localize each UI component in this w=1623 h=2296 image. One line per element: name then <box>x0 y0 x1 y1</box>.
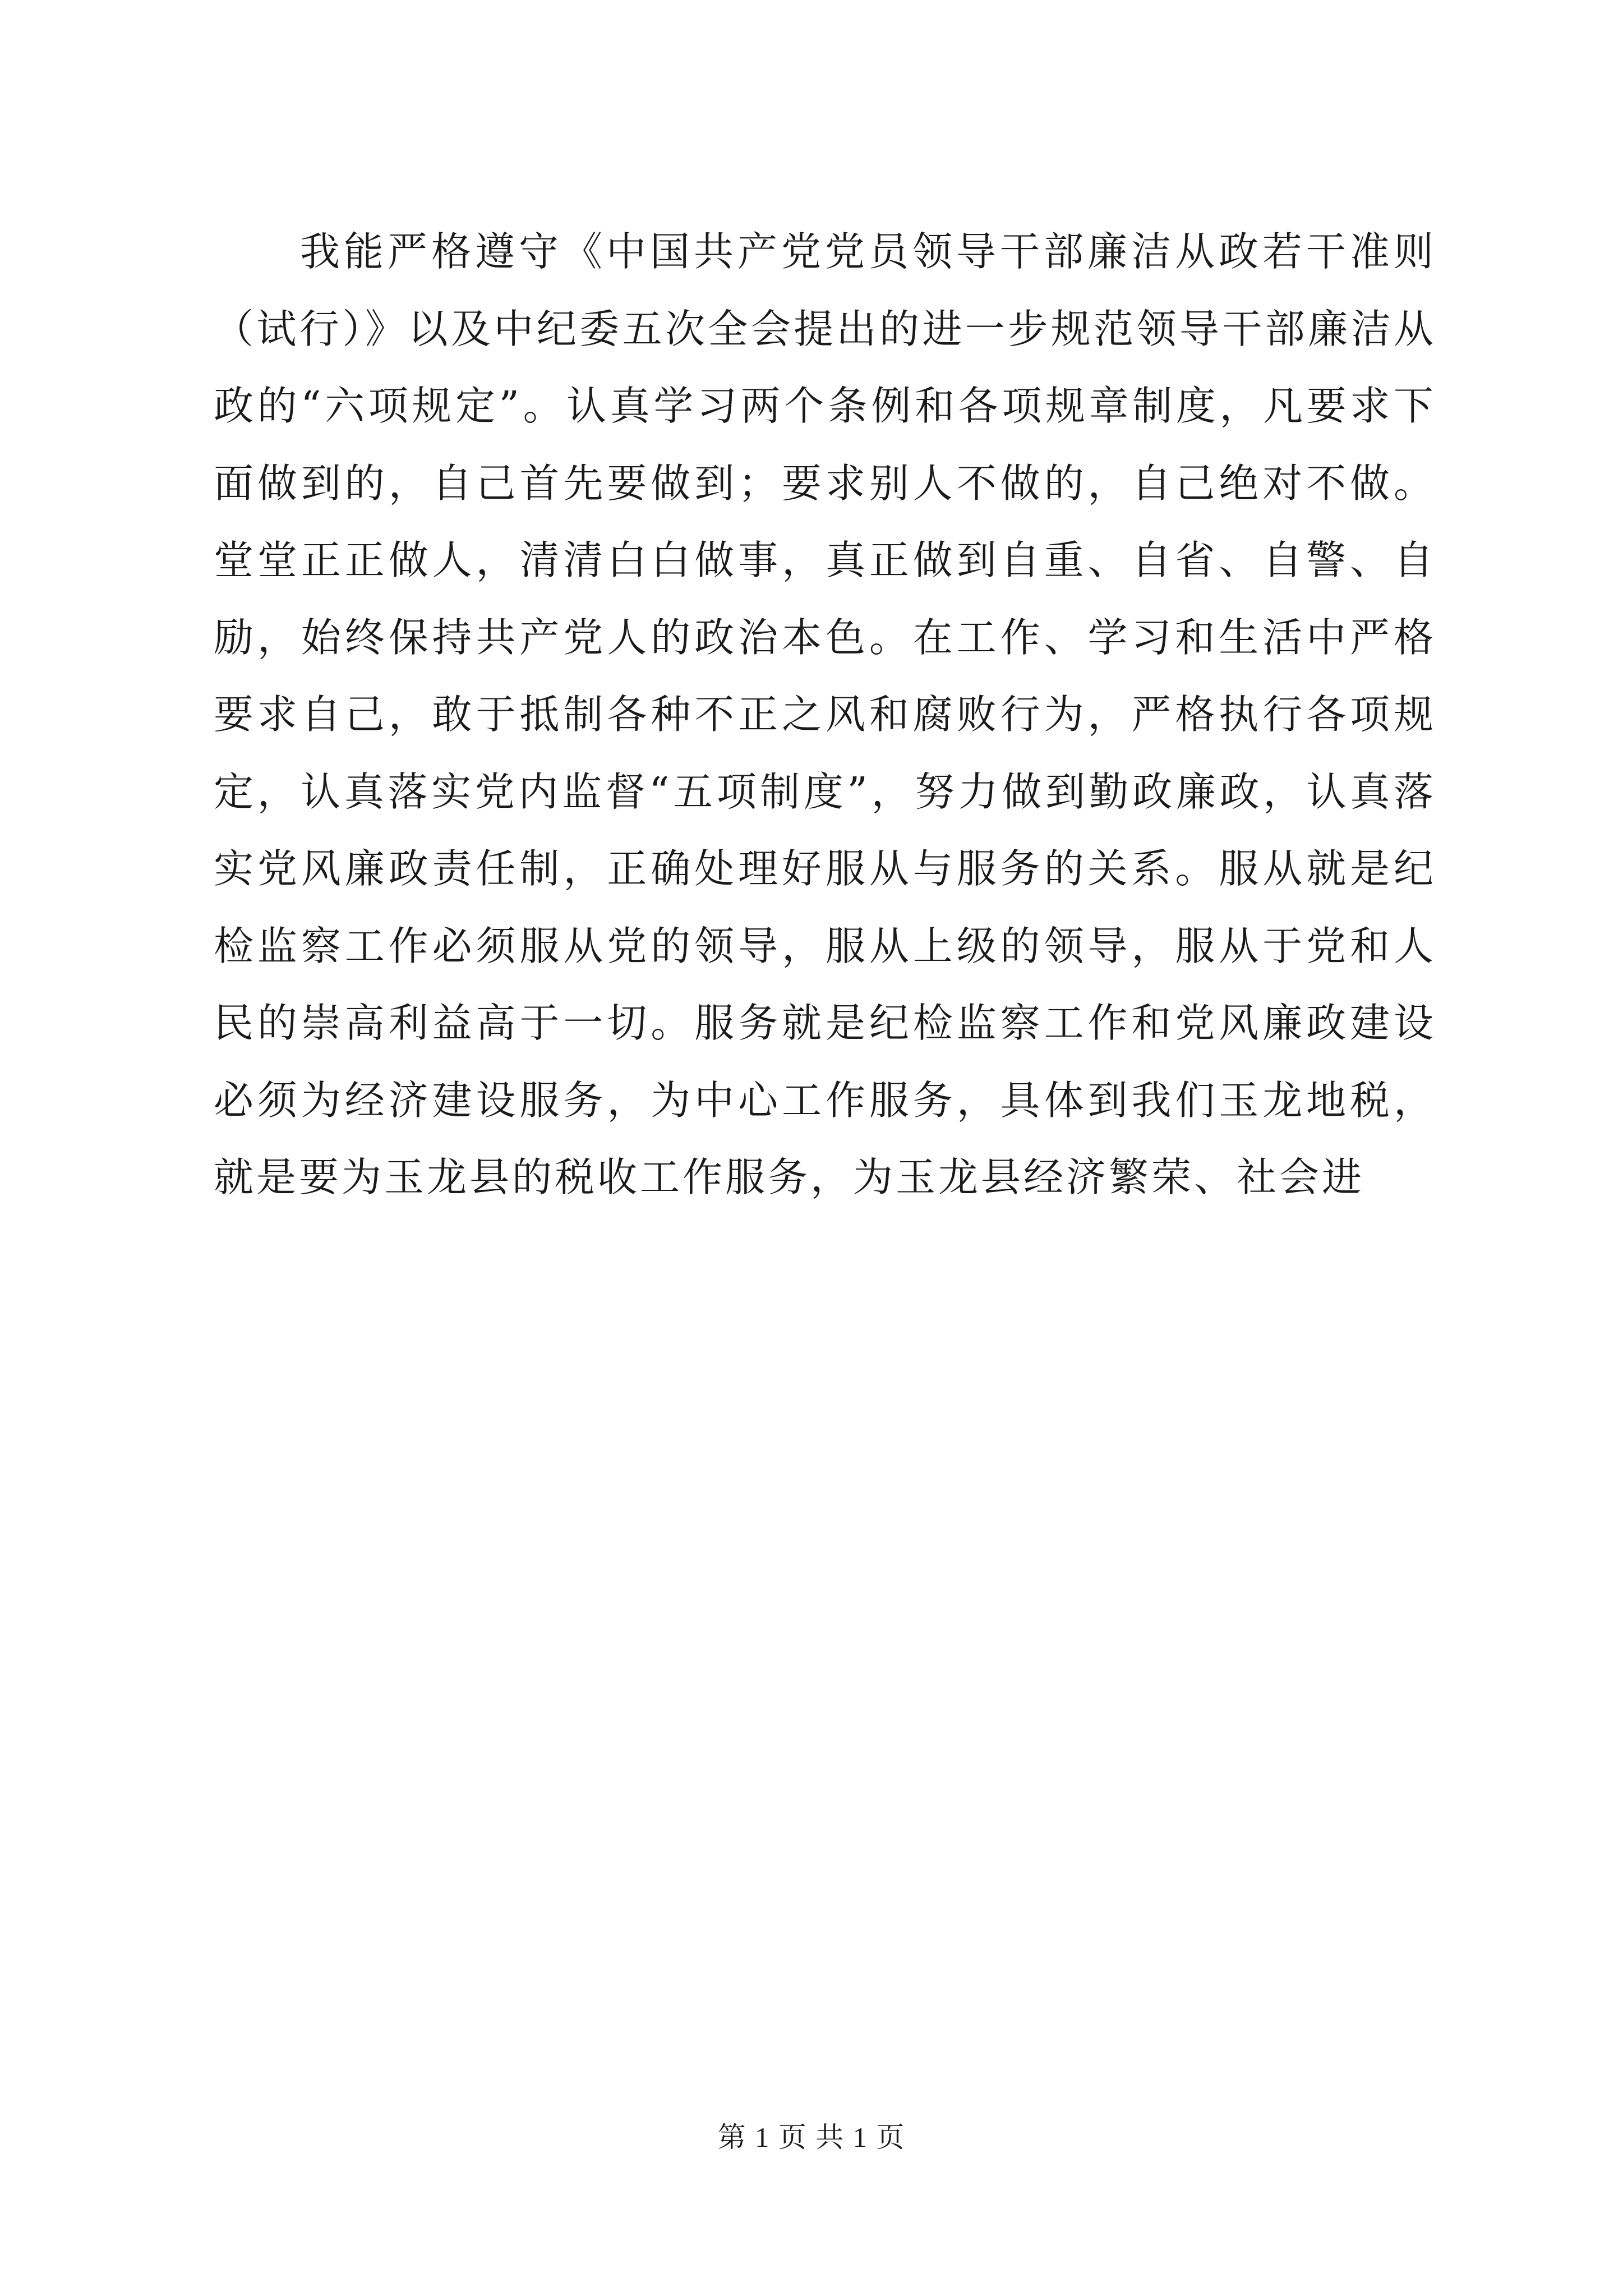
body-paragraph: 我能严格遵守《中国共产党党员领导干部廉洁从政若干准则（试行）》以及中纪委五次全会提出的进一步规范领导干部廉洁从政的“六项规定”。认真学习两个条例和各项规章制度，凡要求下面做到的，自己首先要做到；要求别人不做的，自己绝对不做。堂堂正正做人，清清白白做事，真正做到自重、自省、自警、自励，始终保持共产党人的政治本色。在工作、学习和生活中严格要求自己，敢于抵制各种不正之风和腐败行为，严格执行各项规定，认真落实党内监督“五项制度”，努力做到勤政廉政，认真落实党风廉政责任制，正确处理好服从与服务的关系。服从就是纪检监察工作必须服从党的领导，服从上级的领导，服从于党和人民的崇高利益高于一切。服务就是纪检监察工作和党风廉政建设必须为经济建设服务，为中心工作服务，具体到我们玉龙地税，就是要为玉龙县的税收工作服务，为玉龙县经济繁荣、社会进 <box>214 228 1436 1200</box>
document-body <box>214 213 1436 1216</box>
page-footer: 第 1 页 共 1 页 <box>717 2122 906 2153</box>
